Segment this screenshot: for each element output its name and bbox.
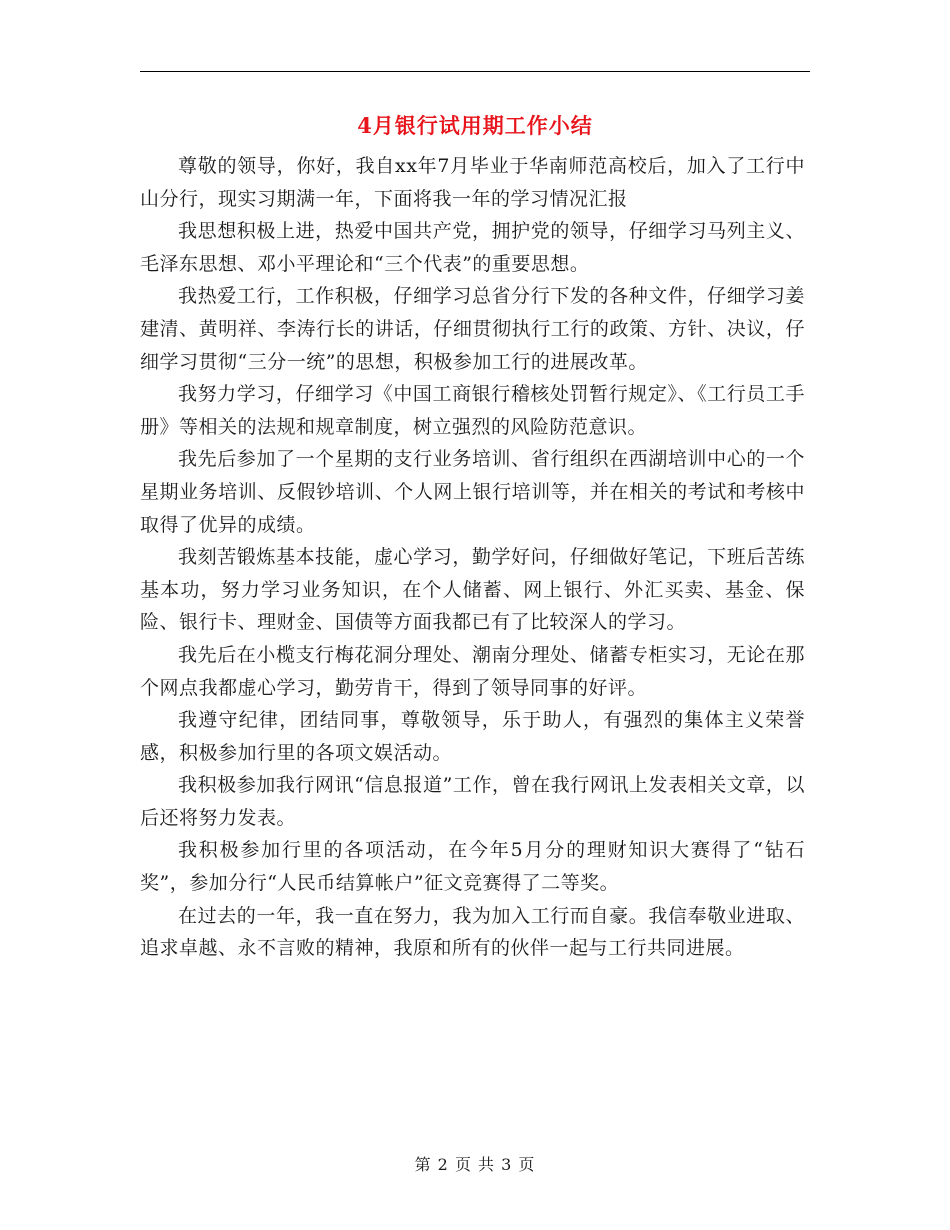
document-title: 4月银行试用期工作小结 (357, 113, 593, 138)
document-body (140, 150, 805, 965)
paragraph: 我遵守纪律，团结同事，尊敬领导，乐于助人，有强烈的集体主义荣誉感，积极参加行里的各项文娱活动。 (140, 709, 805, 764)
paragraph: 我努力学习，仔细学习《中国工商银行稽核处罚暂行规定》、《工行员工手册》等相关的法规和规章制度，树立强烈的风险防范意识。 (140, 383, 805, 438)
paragraph: 我先后在小榄支行梅花洞分理处、潮南分理处、储蓄专柜实习，无论在那个网点我都虚心学习，勤劳肯干，得到了领导同事的好评。 (140, 643, 805, 699)
paragraph: 我积极参加行里的各项活动，在今年5月分的理财知识大赛得了“钻石奖”，参加分行“人民币结算帐户”征文竞赛得了二等奖。 (140, 839, 805, 895)
paragraph: 在过去的一年，我一直在努力，我为加入工行而自豪。我信奉敬业进取、追求卓越、永不言败的精神，我原和所有的伙伴一起与工行共同进展。 (140, 904, 805, 960)
paragraph: 我思想积极上进，热爱中国共产党，拥护党的领导，仔细学习马列主义、毛泽东思想、邓小平理论和“三个代表”的重要思想。 (140, 220, 805, 275)
paragraph: 尊敬的领导，你好，我自xx年7月毕业于华南师范高校后，加入了工行中山分行，现实习期满一年，下面将我一年的学习情况汇报 (140, 155, 805, 210)
paragraph: 我积极参加我行网讯“信息报道”工作，曾在我行网讯上发表相关文章，以后还将努力发表。 (140, 774, 805, 829)
page-number: 第 2 页 共 3 页 (414, 1155, 536, 1174)
paragraph: 我先后参加了一个星期的支行业务培训、省行组织在西湖培训中心的一个星期业务培训、反假钞培训、个人网上银行培训等，并在相关的考试和考核中取得了优异的成绩。 (140, 448, 805, 536)
paragraph: 我刻苦锻炼基本技能，虚心学习，勤学好问，仔细做好笔记，下班后苦练基本功，努力学习业务知识，在个人储蓄、网上银行、外汇买卖、基金、保险、银行卡、理财金、国债等方面我都已有了比较深人的学习。 (140, 546, 805, 634)
paragraph: 我热爱工行，工作积极，仔细学习总省分行下发的各种文件，仔细学习姜建清、黄明祥、李涛行长的讲话，仔细贯彻执行工行的政策、方针、决议，仔细学习贯彻“三分一统”的思想，积极参加工行的进展改革。 (140, 285, 805, 373)
header-rule (140, 71, 810, 72)
